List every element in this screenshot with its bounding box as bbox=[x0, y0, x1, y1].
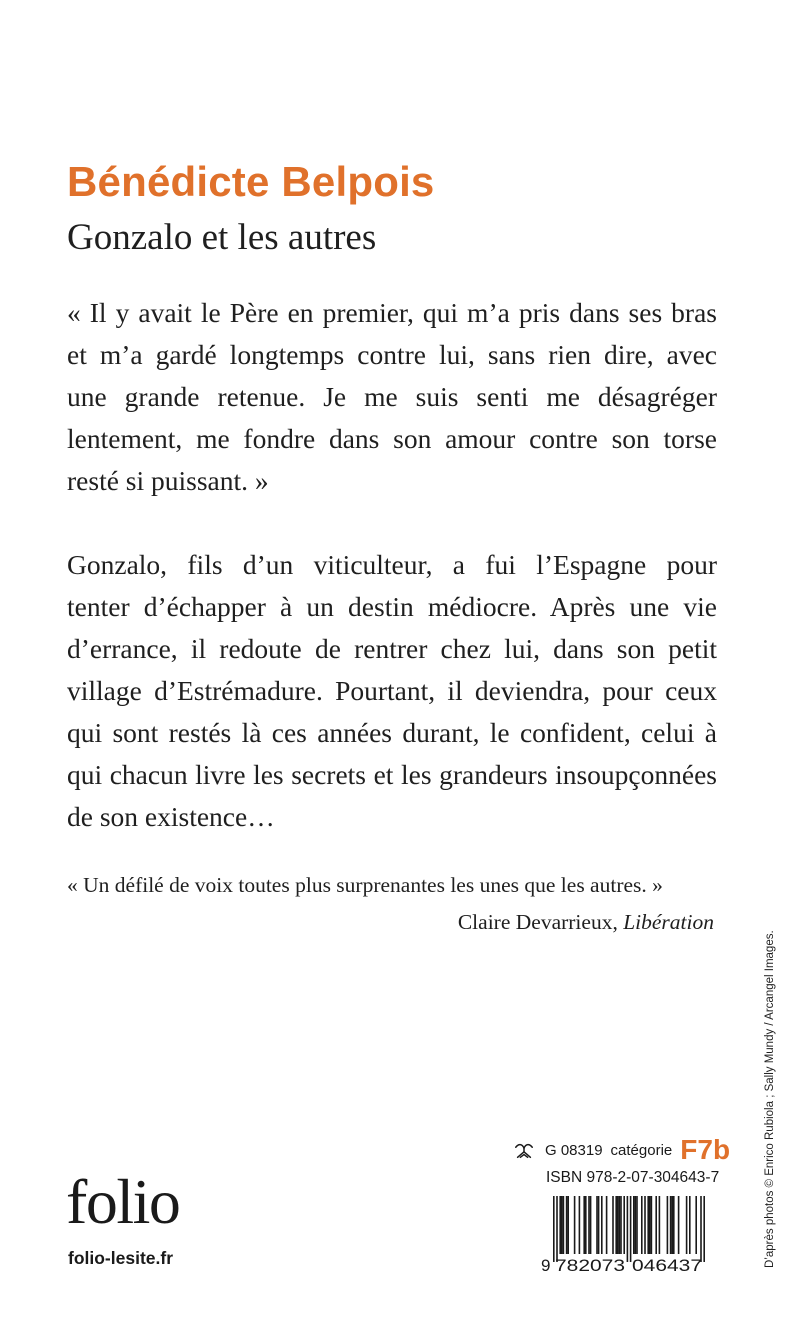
barcode-bar bbox=[659, 1196, 661, 1254]
barcode-bar bbox=[636, 1196, 638, 1254]
quote-line: et m’a gardé longtemps contre lui, sans rien dire, avec bbox=[67, 339, 717, 370]
barcode-bar bbox=[563, 1196, 565, 1254]
barcode-bar bbox=[655, 1196, 657, 1254]
barcode-bar bbox=[585, 1196, 587, 1254]
barcode-bar bbox=[601, 1196, 603, 1254]
barcode-bar bbox=[686, 1196, 688, 1254]
folio-ornament-icon bbox=[513, 1139, 535, 1161]
barcode-digit-first: 9 bbox=[541, 1256, 551, 1272]
barcode-bar bbox=[641, 1196, 643, 1254]
barcode-bar bbox=[644, 1196, 646, 1254]
barcode-bar bbox=[567, 1196, 569, 1254]
book-title: Gonzalo et les autres bbox=[67, 217, 377, 258]
barcode-bar bbox=[673, 1196, 675, 1254]
excerpt-quote bbox=[67, 292, 717, 502]
barcode-bar bbox=[678, 1196, 680, 1254]
barcode-bar bbox=[620, 1196, 622, 1254]
barcode-bar bbox=[619, 1196, 621, 1254]
quote-line: lentement, me fondre dans son amour contre son torse bbox=[67, 423, 717, 454]
summary-line: qui sont restés là ces années durant, le confident, celui à bbox=[67, 717, 717, 748]
summary-line: tenter d’échapper à un destin médiocre. Après une vie bbox=[67, 591, 717, 622]
summary-line: village d’Estrémadure. Pourtant, il deviendra, pour ceux bbox=[67, 675, 717, 706]
barcode-bar bbox=[553, 1196, 555, 1262]
quote-line: une grande retenue. Je me suis senti me désagréger bbox=[67, 381, 717, 412]
barcode-bar bbox=[579, 1196, 581, 1254]
barcode-bar bbox=[630, 1196, 632, 1262]
barcode-digits-left: 782073 bbox=[555, 1256, 625, 1272]
quote-line: « Il y avait le Père en premier, qui m’a pris dans ses bras bbox=[67, 297, 717, 328]
category-label: catégorie bbox=[610, 1141, 673, 1159]
folio-logo: folio bbox=[66, 1166, 180, 1237]
gencode-number: G 08319 bbox=[545, 1141, 603, 1159]
press-critic: Claire Devarrieux, bbox=[457, 910, 618, 934]
barcode-bar bbox=[667, 1196, 669, 1254]
barcode-bar bbox=[671, 1196, 673, 1254]
barcode-bar bbox=[649, 1196, 651, 1254]
barcode-bar bbox=[588, 1196, 590, 1254]
barcode-bar bbox=[615, 1196, 617, 1254]
barcode-bar bbox=[606, 1196, 608, 1254]
summary-line: qui chacun livre les secrets et les grandeurs insoupçonnées bbox=[67, 759, 717, 790]
press-quote: « Un défilé de voix toutes plus surprenantes les unes que les autres. » bbox=[67, 873, 663, 897]
barcode-bar bbox=[556, 1196, 558, 1262]
publisher-website: folio-lesite.fr bbox=[68, 1248, 174, 1268]
quote-line: resté si puissant. » bbox=[67, 465, 269, 496]
barcode-bar bbox=[559, 1196, 561, 1254]
press-publication: Libération bbox=[623, 910, 714, 934]
barcode-bar bbox=[598, 1196, 600, 1254]
book-summary bbox=[67, 544, 717, 838]
barcode-bar bbox=[647, 1196, 649, 1254]
barcode bbox=[541, 1196, 712, 1272]
press-source bbox=[458, 910, 714, 935]
barcode-bar bbox=[617, 1196, 619, 1254]
barcode-bar bbox=[695, 1196, 697, 1254]
barcode-bars bbox=[553, 1196, 705, 1262]
barcode-bar bbox=[627, 1196, 629, 1262]
barcode-bar bbox=[566, 1196, 568, 1254]
barcode-digits-right: 046437 bbox=[632, 1256, 702, 1272]
barcode-bar bbox=[623, 1196, 625, 1254]
barcode-bar bbox=[635, 1196, 637, 1254]
barcode-bar bbox=[612, 1196, 614, 1254]
catalog-codes bbox=[513, 1135, 730, 1165]
barcode-bar bbox=[689, 1196, 691, 1254]
barcode-bar bbox=[703, 1196, 705, 1262]
author-name: Bénédicte Belpois bbox=[67, 158, 435, 205]
barcode-bar bbox=[574, 1196, 576, 1254]
category-value: F7b bbox=[680, 1134, 731, 1165]
barcode-bar bbox=[700, 1196, 702, 1262]
barcode-bar bbox=[583, 1196, 585, 1254]
photo-credits: D’après photos © Enrico Rubiola ; Sally Mundy / Arcangel Images. bbox=[764, 930, 776, 1268]
barcode-bar bbox=[590, 1196, 592, 1254]
summary-line: d’errance, il redoute de rentrer chez lui, dans son petit bbox=[67, 633, 717, 664]
barcode-bar bbox=[596, 1196, 598, 1254]
barcode-bar bbox=[633, 1196, 635, 1254]
isbn: ISBN 978-2-07-304643-7 bbox=[546, 1169, 720, 1186]
barcode-bar bbox=[670, 1196, 672, 1254]
barcode-bar bbox=[651, 1196, 653, 1254]
barcode-bar bbox=[561, 1196, 563, 1254]
summary-line: de son existence… bbox=[67, 801, 275, 832]
summary-line: Gonzalo, fils d’un viticulteur, a fui l’Espagne pour bbox=[67, 549, 717, 580]
